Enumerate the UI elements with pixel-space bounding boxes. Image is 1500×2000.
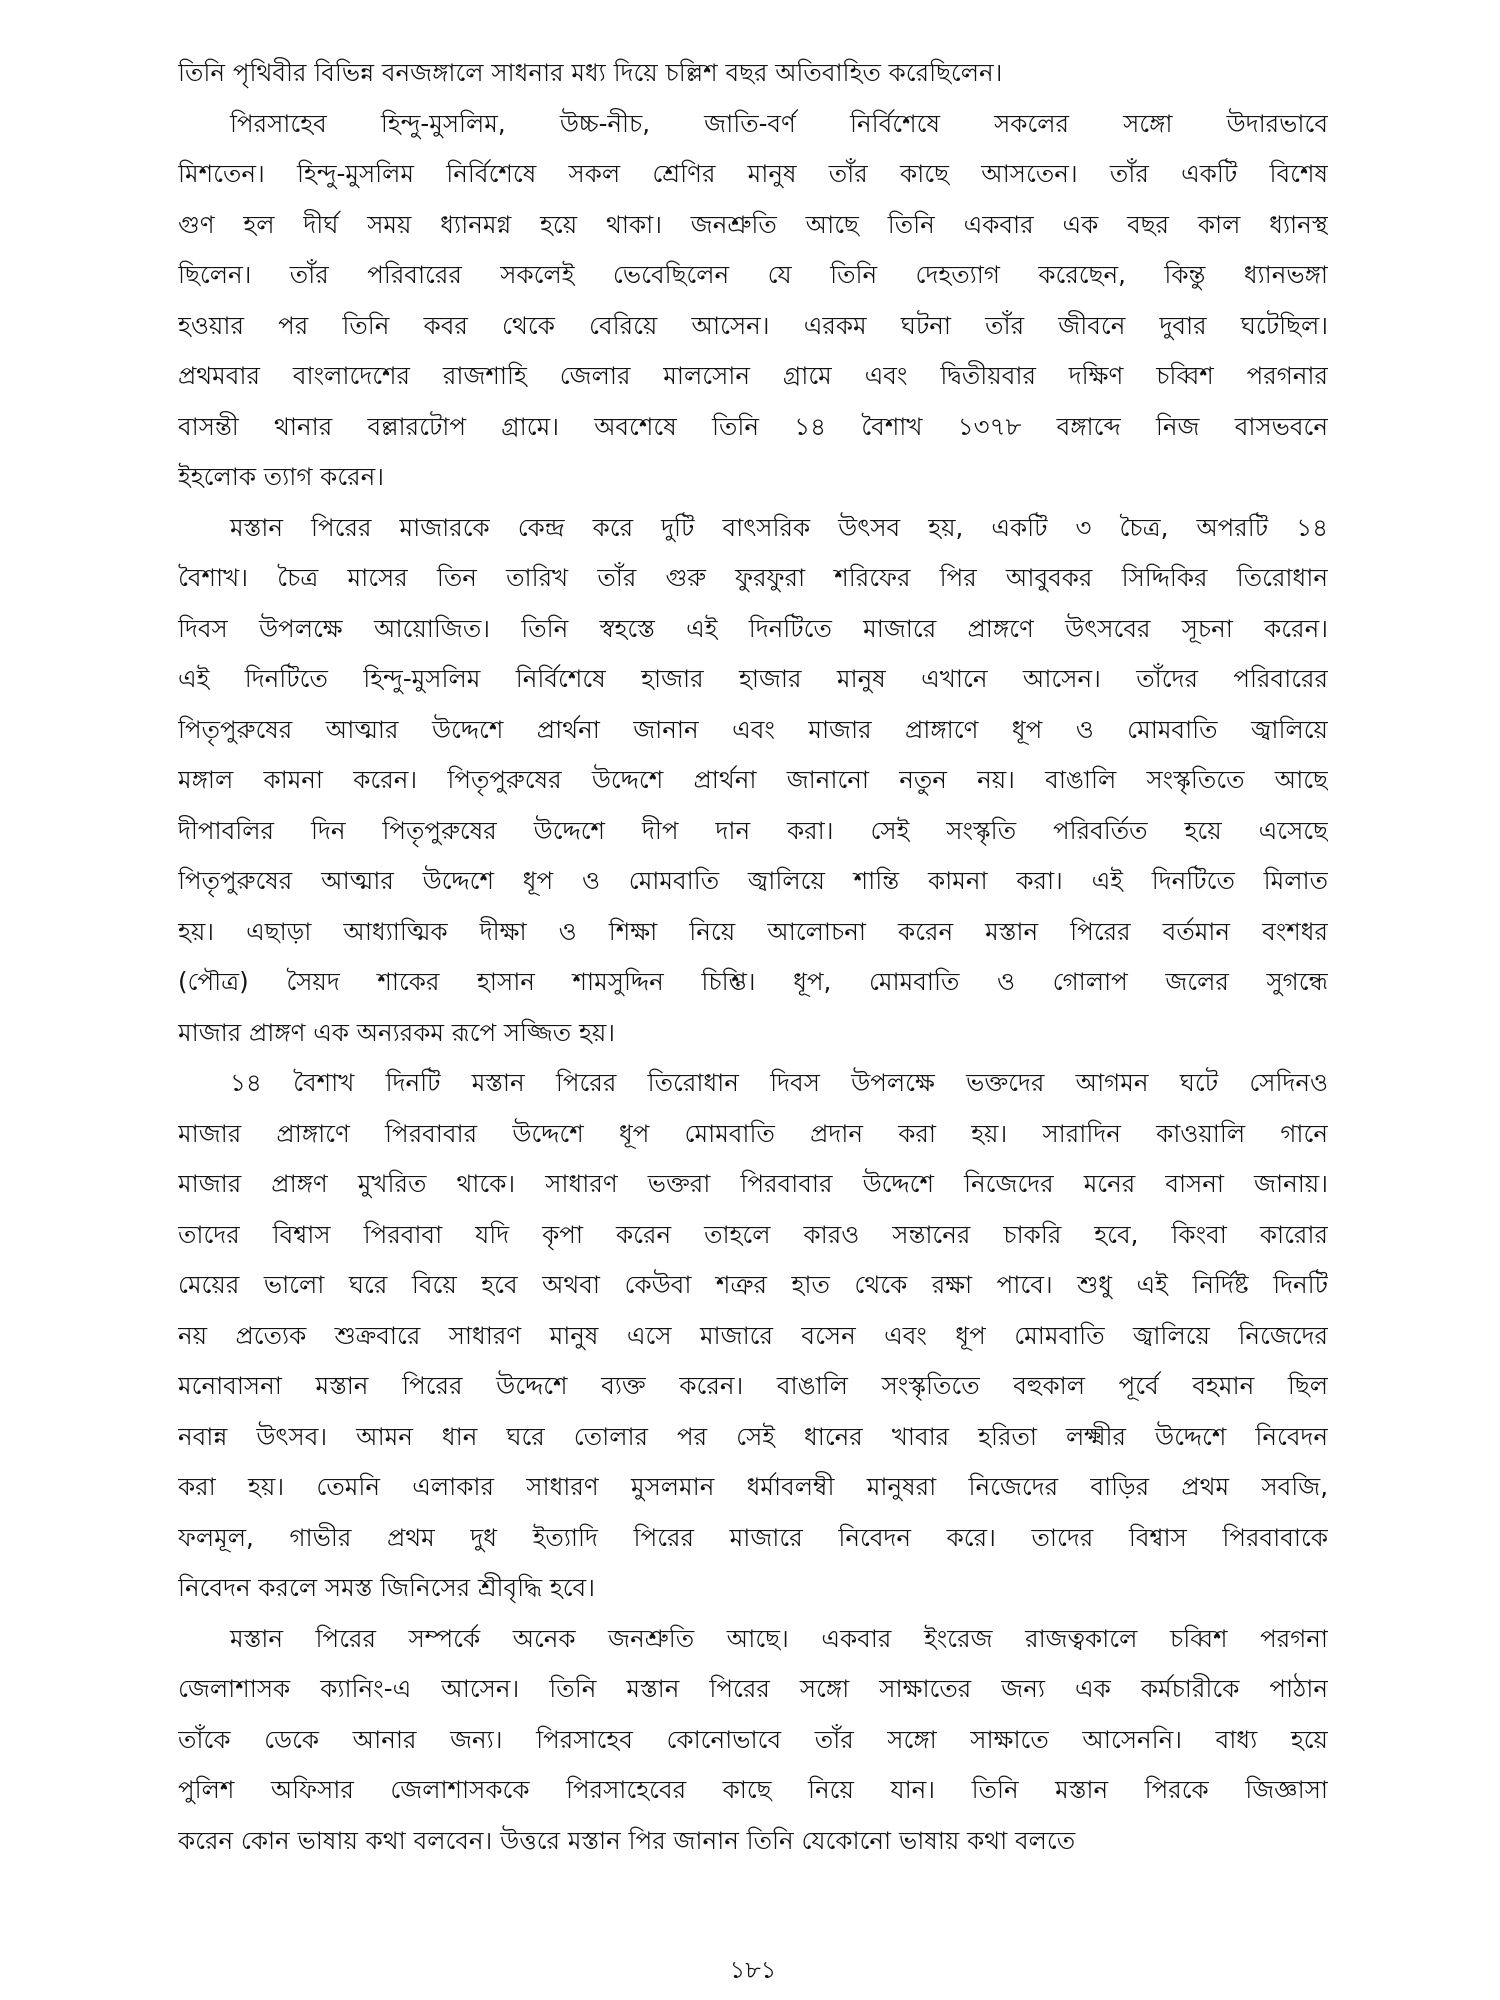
text-line: দীপাবলির দিন পিতৃপুরুষের উদ্দেশে দীপ দান করা। সেই সংস্কৃতি পরিবর্তিত হয়ে এসেছে [178,815,1328,845]
text-line: পিরসাহেব হিন্দু-মুসলিম, উচ্চ-নীচ, জাতি-বর্ণ নির্বিশেষে সকলের সঙ্গো উদারভাবে [230,108,1328,138]
text-line: করা হয়। তেমনি এলাকার সাধারণ মুসলমান ধর্মাবলম্বী মানুষরা নিজেদের বাড়ির প্রথম সবজি, [178,1472,1328,1501]
text-line: হয়। এছাড়া আধ্যাত্মিক দীক্ষা ও শিক্ষা নিয়ে আলোচনা করেন মস্তান পিরের বর্তমান বংশধর [178,916,1328,946]
text-line: পুলিশ অফিসার জেলাশাসককে পিরসাহেবের কাছে নিয়ে যান। তিনি মস্তান পিরকে জিজ্ঞাসা [178,1775,1328,1804]
text-line: ইহলোক ত্যাগ করেন। [178,462,385,491]
book-page [178,40,1328,1984]
text-line: তাদের বিশ্বাস পিরবাবা যদি কৃপা করেন তাহলে কারও সন্তানের চাকরি হবে, কিংবা কারোর [178,1219,1328,1249]
text-line: গুণ হল দীর্ঘ সময় ধ্যানমগ্ন হয়ে থাকা। জনশ্রুতি আছে তিনি একবার এক বছর কাল ধ্যানস্থ [178,209,1328,239]
text-line: তাঁকে ডেকে আনার জন্য। পিরসাহেব কোনোভাবে তাঁর সঙ্গো সাক্ষাতে আসেননি। বাধ্য হয়ে [178,1724,1328,1754]
text-line: মস্তান পিরের মাজারকে কেন্দ্র করে দুটি বাৎসরিক উৎসব হয়, একটি ৩ চৈত্র, অপরটি ১৪ [230,512,1328,542]
text-line: মেয়ের ভালো ঘরে বিয়ে হবে অথবা কেউবা শত্রুর হাত থেকে রক্ষা পাবে। শুধু এই নির্দিষ্ট দিনটি [178,1270,1328,1299]
text-line: পিতৃপুরুষের আত্মার উদ্দেশে ধূপ ও মোমবাতি জ্বালিয়ে শান্তি কামনা করা। এই দিনটিতে মিলাত [178,866,1328,895]
body-text [178,48,1328,1866]
paragraph [178,503,1328,1059]
text-line: পিতৃপুরুষের আত্মার উদ্দেশে প্রার্থনা জানান এবং মাজার প্রাঙ্গাণে ধূপ ও মোমবাতি জ্বালিয়ে [178,714,1328,744]
text-line: জেলাশাসক ক্যানিং-এ আসেন। তিনি মস্তান পিরের সঙ্গো সাক্ষাতের জন্য এক কর্মচারীকে পাঠান [178,1674,1328,1703]
paragraph [178,1058,1328,1614]
text-line: ছিলেন। তাঁর পরিবারের সকলেই ভেবেছিলেন যে তিনি দেহত্যাগ করেছেন, কিন্তু ধ্যানভঙ্গা [178,260,1328,289]
text-line: মিশতেন। হিন্দু-মুসলিম নির্বিশেষে সকল শ্রেণির মানুষ তাঁর কাছে আসতেন। তাঁর একটি বিশেষ [178,159,1328,188]
text-line: তিনি পৃথিবীর বিভিন্ন বনজঙ্গালে সাধনার মধ্য দিয়ে চল্লিশ বছর অতিবাহিত করেছিলেন। [178,58,1003,87]
text-line: (পৌত্র) সৈয়দ শাকের হাসান শামসুদ্দিন চিশ্তি। ধূপ, মোমবাতি ও গোলাপ জলের সুগন্ধে [178,967,1328,996]
text-line: মাজার প্রাঙ্গণ মুখরিত থাকে। সাধারণ ভক্তরা পিরবাবার উদ্দেশে নিজেদের মনের বাসনা জানায়। [178,1169,1328,1198]
text-line: নিবেদন করলে সমস্ত জিনিসের শ্রীবৃদ্ধি হবে। [178,1573,595,1602]
text-line: ফলমূল, গাভীর প্রথম দুধ ইত্যাদি পিরের মাজারে নিবেদন করে। তাদের বিশ্বাস পিরবাবাকে [178,1522,1328,1552]
text-line: বাসন্তী থানার বল্লারটোপ গ্রামে। অবশেষে তিনি ১৪ বৈশাখ ১৩৭৮ বঙ্গাব্দে নিজ বাসভবনে [178,411,1328,441]
paragraph [178,99,1328,503]
text-line: করেন কোন ভাষায় কথা বলবেন। উত্তরে মস্তান পির জানান তিনি যেকোনো ভাষায় কথা বলতে [178,1825,1076,1855]
text-line: নবান্ন উৎসব। আমন ধান ঘরে তোলার পর সেই ধানের খাবার হরিতা লক্ষ্মীর উদ্দেশে নিবেদন [178,1421,1328,1451]
text-line: মনোবাসনা মস্তান পিরের উদ্দেশে ব্যক্ত করেন। বাঙালি সংস্কৃতিতে বহুকাল পূর্বে বহমান ছিল [178,1371,1328,1400]
text-line: বৈশাখ। চৈত্র মাসের তিন তারিখ তাঁর গুরু ফুরফুরা শরিফের পির আবুবকর সিদ্দিকির তিরোধান [178,563,1328,592]
text-line: ১৪ বৈশাখ দিনটি মস্তান পিরের তিরোধান দিবস উপলক্ষে ভক্তদের আগমন ঘটে সেদিনও [230,1068,1328,1097]
paragraph [178,48,1328,99]
paragraph [178,1614,1328,1867]
text-line: মাজার প্রাঙ্গণ এক অন্যরকম রূপে সজ্জিত হয়। [178,1017,616,1047]
text-line: হওয়ার পর তিনি কবর থেকে বেরিয়ে আসেন। এরকম ঘটনা তাঁর জীবনে দুবার ঘটেছিল। [178,310,1328,340]
text-line: প্রথমবার বাংলাদেশের রাজশাহি জেলার মালসোন গ্রামে এবং দ্বিতীয়বার দক্ষিণ চব্বিশ পরগনার [178,361,1328,390]
text-line: মস্তান পিরের সম্পর্কে অনেক জনশ্রুতি আছে। একবার ইংরেজ রাজত্বকালে চব্বিশ পরগনা [230,1623,1328,1653]
text-line: এই দিনটিতে হিন্দু-মুসলিম নির্বিশেষে হাজার হাজার মানুষ এখানে আসেন। তাঁদের পরিবারের [178,664,1328,693]
text-line: নয় প্রত্যেক শুক্রবারে সাধারণ মানুষ এসে মাজারে বসেন এবং ধূপ মোমবাতি জ্বালিয়ে নিজেদের [178,1320,1328,1350]
text-line: দিবস উপলক্ষে আয়োজিত। তিনি স্বহস্তে এই দিনটিতে মাজারে প্রাঙ্গণে উৎসবের সূচনা করেন। [178,613,1328,643]
text-line: মঙ্গাল কামনা করেন। পিতৃপুরুষের উদ্দেশে প্রার্থনা জানানো নতুন নয়। বাঙালি সংস্কৃতিতে আছে [178,765,1328,794]
page-number: ১৮১ [729,1956,777,1984]
text-line: মাজার প্রাঙ্গাণে পিরবাবার উদ্দেশে ধূপ মোমবাতি প্রদান করা হয়। সারাদিন কাওয়ালি গানে [178,1118,1328,1148]
